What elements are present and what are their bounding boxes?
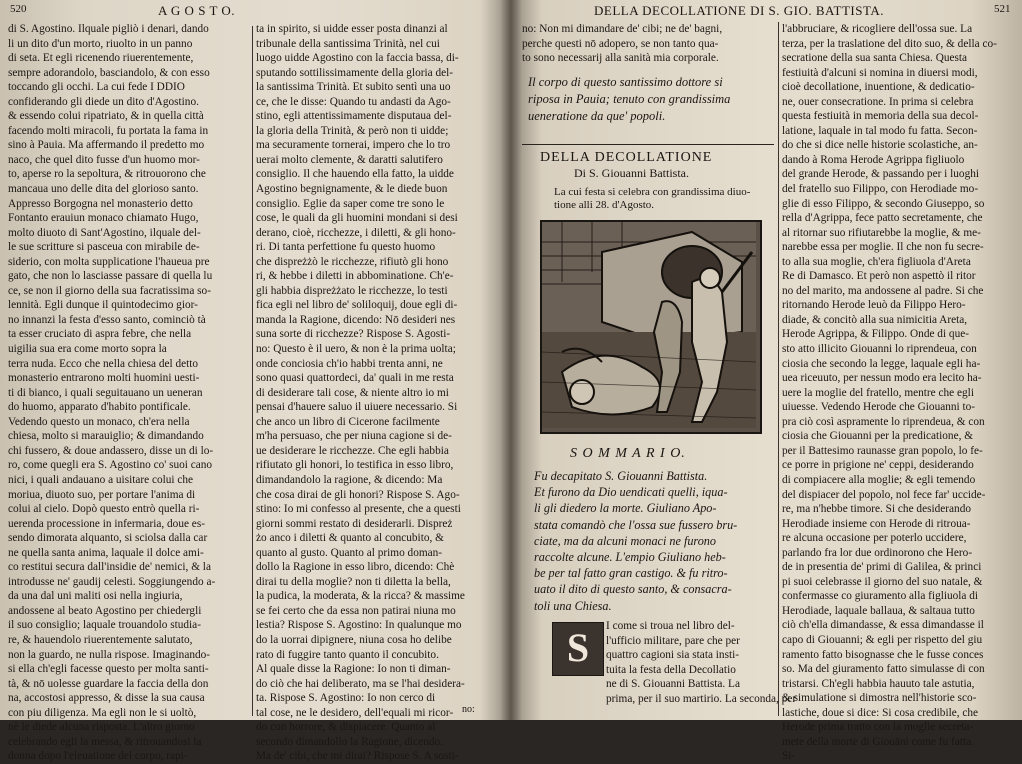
text-line: l'ufficio militare, pare che per: [606, 634, 740, 647]
text-line: żo anco i diletti & quanto al concubito, &: [256, 532, 444, 545]
text-line: la santissima Trinità. Et subito sentì una uo: [256, 81, 451, 94]
text-line: sendo dimorata alquanto, si sciolsa dalla car: [8, 532, 208, 545]
text-line: tione alli 28. d'Agosto.: [554, 199, 655, 211]
text-line: no innanzi la festa d'esso santo, cominciò tà: [8, 313, 206, 326]
text-line: toli una Chiesa.: [534, 598, 612, 613]
text-line: sto atto illicito Giouanni lo riprendeua, con: [782, 343, 977, 356]
text-line: Herode Agrippa, & Filippo. Onde di que-: [782, 328, 969, 341]
text-line: ne di S. Giouanni Battista. La: [606, 678, 740, 691]
summary-heading: S O M M A R I O.: [570, 446, 686, 461]
text-line: cose, le quali da gli huomini mondani si desi: [256, 212, 458, 225]
text-line: ueneratione da que' popoli.: [528, 109, 666, 123]
text-line: Il corpo di questo santissimo dottore si: [528, 75, 723, 89]
text-line: tribunale della santissima Trinità, nel cui: [256, 37, 440, 50]
text-line: pensai d'hauere saluo il uiuere necessario. Si: [256, 401, 458, 414]
text-line: & simulatione si dimostra nell'historie sco-: [782, 692, 977, 705]
text-line: I come si troua nel libro del-: [606, 620, 735, 632]
text-line: ne, ouer consecratione. In prima si celebra: [782, 95, 974, 108]
text-line: La cui festa si celebra con grandissima diuo-: [554, 186, 751, 198]
text-line: ne quella santa anima, laquale il dolce ami-: [8, 546, 204, 559]
left-page: [0, 0, 506, 763]
text-line: do ciò che hai deliberato, ma se l'hai desidera-: [256, 677, 465, 690]
text-line: re, & hauendolo riuerentemente salutato,: [8, 633, 193, 646]
text-line: lennità. Egli dunque il quintodecimo gior-: [8, 299, 198, 312]
text-line: ciosia che Giouanni per la predicatione, &: [782, 430, 974, 443]
text-line: ce, che le disse: Quando tu andasti da Ago-: [256, 95, 451, 108]
left-page-column-1: [8, 22, 252, 764]
text-line: re, ma n'hebbe timore. Si che desiderando: [782, 503, 971, 516]
text-line: derano, cioè, ricchezze, i diletti, & gli hono-: [256, 226, 456, 239]
text-line: Herode prima tratto con la moglie secreta-: [782, 721, 974, 734]
text-line: Si-: [782, 750, 796, 763]
text-line: dimandandolo la ragione, & dicendo: Ma: [256, 473, 443, 486]
text-line: sputando sottilissimamente della gloria del-: [256, 66, 454, 79]
text-line: li gli diedero la morte. Giuliano Apo-: [534, 501, 717, 516]
text-line: se fei certo che da essa non patirai niuna mo: [256, 604, 456, 617]
text-line: fica egli nel libro de' soliloquij, doue egli di-: [256, 299, 458, 312]
book-gutter: [500, 0, 522, 720]
left-page-number: 520: [10, 3, 27, 15]
text-line: rifiutato gli honori, lo testifica in esso libro,: [256, 459, 454, 472]
text-line: ciò ch'ella dimandasse, & essa dimandasse il: [782, 619, 984, 632]
text-line: nici, i quali andauano a uisitare colui che: [8, 473, 194, 486]
text-line: gato, che non lo lasciasse passare di quella lu: [8, 270, 213, 283]
text-line: suna sorte di ricchezze? Rispose S. Agosti-: [256, 328, 451, 341]
text-line: uigilia sua era come morto sopra la: [8, 343, 167, 356]
text-line: uato il dito di questo santo, & consacra-: [534, 582, 732, 597]
text-line: raccolte alcune. L'empio Giuliano heb-: [534, 549, 726, 564]
text-line: lastiche, doue si dice: Si cosa credibile, che: [782, 706, 979, 719]
text-line: consiglio. Eglie da saper come tre sono le: [256, 197, 445, 210]
burial-note: [528, 74, 772, 125]
text-line: pi suoi celebrasse il giorno del suo natale, &: [782, 575, 983, 588]
text-line: confiderando gli diede un dito d'Agostino.: [8, 95, 199, 108]
text-line: ta. Rispose S. Agostino: Io non cerco di: [256, 692, 436, 705]
text-line: di seta. Et egli ricenendo riuerentemente,: [8, 52, 194, 65]
text-line: dirai tu della moglie? non ti diletta la bella,: [256, 575, 451, 588]
text-line: festiuità d'alcuni si nomina in diuersi modi,: [782, 66, 978, 79]
left-page-column-2: [256, 22, 500, 764]
text-line: uerai molto clemente, & daratti salutifero: [256, 153, 443, 166]
text-line: secondo dimandollo la Ragione, dicendo.: [256, 735, 443, 748]
text-line: perche questi nō adopero, se non tanto qua-: [522, 37, 719, 50]
text-line: rato di fuggire tanto quanto il concubito.: [256, 648, 439, 661]
text-line: siderio, con molta supplicatione l'haueua pre: [8, 255, 210, 268]
text-line: uerenda processione in infermaria, doue es-: [8, 517, 205, 530]
text-line: al ritornar suo rifiutarebbe la moglie, & me-: [782, 226, 981, 239]
text-line: l'abbruciare, & ricogliere dell'ossa sue. La: [782, 23, 973, 35]
column-divider: [778, 22, 779, 716]
text-line: so. Ma del giuramento fatto simulasse di con: [782, 663, 985, 676]
text-line: toccando gli occhi. La cui fede I DDIO: [8, 81, 185, 94]
text-line: be per tal fatto gran castigo. & fu ritro-: [534, 566, 728, 581]
text-line: sempre adorandolo, basciandolo, & con esso: [8, 66, 210, 79]
text-line: uiuesse. Vedendo Herode che Giouanni to-: [782, 401, 976, 414]
text-line: gli habbia dispreżżato le ricchezze, lo testi: [256, 284, 448, 297]
text-line: chi fussero, & doue andassero, disse un di lo-: [8, 444, 214, 457]
text-line: do che si dice nelle historie scolastiche, an-: [782, 139, 978, 152]
text-line: tuita la festa della Decollatio: [606, 663, 736, 676]
text-line: do con horrore, & dispiacere. Quanto al: [256, 721, 436, 734]
text-line: secratione della sua santa Chiesa. Questa: [782, 52, 968, 65]
text-line: to sono necessarij alla sanità mia corporale.: [522, 52, 719, 65]
feast-heading: DELLA DECOLLATIONE: [540, 150, 713, 165]
text-line: ramento fatto bisognasse che le fusse conces: [782, 648, 984, 661]
text-line: introdusse ne' gaudij celesti. Soggiungendo a-: [8, 575, 216, 588]
text-line: nè le diede alcuna risposta. L'altro giorno: [8, 721, 195, 734]
right-running-head: DELLA DECOLLATIONE DI S. GIO. BATTISTA.: [594, 3, 884, 18]
text-line: per il Battesimo raunasse gran popolo, lo fe-: [782, 444, 983, 457]
text-line: capo di Giouanni; & egli per rispetto del giu: [782, 633, 983, 646]
text-line: latione, laquale in tal modo fu fatta. Secon-: [782, 124, 978, 137]
text-line: la pudica, la moderata, & la ricca? & massime: [256, 590, 465, 603]
right-page-column-1-bottom-indent: [606, 619, 797, 706]
text-line: m'ha persuaso, che per niuna cagione si de-: [256, 430, 452, 443]
text-line: le sue scritture si pasceua con mirabile de-: [8, 241, 200, 254]
text-line: Fontanto erauiun monaco chiamato Hugo,: [8, 212, 199, 225]
text-line: terza, per la traslatione del dito suo, & della co-: [782, 37, 997, 50]
right-page-column-2: [782, 22, 1018, 764]
drop-initial: S: [552, 622, 604, 676]
text-line: che cosa dirai de gli honori? Rispose S. Ago-: [256, 488, 460, 501]
text-line: moriua, diuoto suo, per portare l'anima di: [8, 488, 196, 501]
text-line: to, aperse ro la sepoltura, & ritrouorono che: [8, 168, 206, 181]
text-line: do huomo, apparato d'habito pontificale.: [8, 401, 191, 414]
text-line: do la uorrai dipignere, niuna cosa ho delibe: [256, 633, 452, 646]
text-line: con piu diligenza. Ma egli non le si uoltò,: [8, 706, 197, 719]
left-catchword: no:: [462, 704, 475, 715]
text-line: da una dal uni maliti osi nella ingiuria,: [8, 590, 183, 603]
text-line: Appresso Borgogna nel monasterio detto: [8, 197, 193, 210]
text-line: tristarsi. Ch'egli habbia hauuto tale astutia,: [782, 677, 975, 690]
text-line: riposa in Pauia; tenuto con grandissima: [528, 92, 731, 106]
text-line: giorni sommi restato di desiderarli. Dispreż: [256, 517, 453, 530]
text-line: consiglio. Il che hauendo ella fatto, la uidde: [256, 168, 454, 181]
text-line: glie di esso Filippo, & secondo Giuseppo, so: [782, 197, 985, 210]
text-line: de in presentia de' primi di Galilea, & princi: [782, 561, 982, 574]
text-line: ce, se non il giorno della sua facratissima so-: [8, 284, 211, 297]
text-line: questa festiuità in memoria della sua decol-: [782, 110, 979, 123]
text-line: celebrando egli la messa, & ritrouandosi la: [8, 735, 202, 748]
text-line: sino à Pauia. Ma affermando il predetto mo: [8, 139, 205, 152]
text-line: di compiacere alla moglie; & egli temendo: [782, 473, 976, 486]
text-line: cioè decollatione, inuentione, & dedicatio-: [782, 81, 975, 94]
text-line: andossene al beato Agostino per chiedergli: [8, 604, 202, 617]
summary-text: [534, 468, 778, 614]
text-line: non la guardo, ne nulla rispose. Imaginando-: [8, 648, 211, 661]
text-line: mete della morte di Giouāni come fu fatta.: [782, 735, 974, 748]
text-line: onde conciosia ch'io habbi trenta anni, ne: [256, 357, 443, 370]
text-line: si ella ch'egli facesse questo per molta santi-: [8, 663, 209, 676]
text-line: ri, & hebbe i diletti in abbominatione. Ch'e-: [256, 270, 454, 283]
text-line: quattro cagioni sia stata insti-: [606, 649, 740, 662]
right-page: [514, 0, 1022, 763]
section-rule-top: [522, 144, 774, 145]
text-line: terra nuda. Ecco che nella chiesa del detto: [8, 357, 199, 370]
text-line: stino: Io mi confesso al presente, che a questi: [256, 503, 461, 516]
woodcut-beheading-illustration: [540, 220, 762, 434]
text-line: co restitui secura dall'insidie de' nemici, & la: [8, 561, 211, 574]
text-line: di desiderare tali cose, & niente altro io mi: [256, 386, 449, 399]
text-line: che dispreżżò le ricchezze, rifiutò gli hono: [256, 255, 449, 268]
feast-note: [554, 186, 774, 212]
text-line: prima, per il suo martirio. La seconda, per: [606, 692, 797, 705]
text-line: Herodiade, laquale ballaua, & saltaua tutto: [782, 604, 975, 617]
text-line: dando à Roma Herode Agrippa figliuolo: [782, 153, 965, 166]
text-line: del grande Herode, & passando per i luoghi: [782, 168, 980, 181]
text-line: Re di Damasco. Et però non aspettò il ritor: [782, 270, 976, 283]
text-line: ma securamente tornerai, impero che lo tro: [256, 139, 451, 152]
text-line: pra ciò così aspramente lo riprendeua, & con: [782, 415, 985, 428]
text-line: molto diuoto di Sant'Agostino, ilquale del-: [8, 226, 201, 239]
text-line: narebbe essa per moglie. Il che non fu secre-: [782, 241, 984, 254]
text-line: diade, & concitò alla sua nimicitia Areta,: [782, 313, 968, 326]
text-line: di S. Agostino. Ilquale pigliò i denari, dando: [8, 23, 209, 35]
text-line: del fratello suo Filippo, con Herodiade mo-: [782, 183, 979, 196]
text-line: ti di bianco, i quali seguitauano un ueneran: [8, 386, 203, 399]
text-line: manda la Ragione, dicendo: Nō desideri nes: [256, 313, 456, 326]
text-line: monasterio entrarono molti huomini uesti-: [8, 372, 200, 385]
text-line: Vedendo questo un monaco, ch'era nella: [8, 415, 190, 428]
text-line: confermasse co giuramento alla figliuola di: [782, 590, 979, 603]
text-line: stata comandò che l'ossa sue fussero bru-: [534, 517, 738, 532]
text-line: ta in spirito, si uidde esser posta dinanzi al: [256, 23, 448, 35]
text-line: facendo molti miracoli, fu portata la fama in: [8, 124, 209, 137]
right-page-column-1-top: [522, 22, 772, 66]
text-line: uere la moglie del fratello, mentre che egli: [782, 386, 974, 399]
left-running-head: A G O S T O.: [158, 3, 236, 18]
text-line: no del marito, ma andossene al padre. Si che: [782, 284, 984, 297]
text-line: re alcuna occasione per poterlo uccidere,: [782, 532, 967, 545]
text-line: Herodiade insieme con Herode di ritroua-: [782, 517, 971, 530]
text-line: no: Questo è il uero, & non è la prima uolta;: [256, 343, 456, 356]
text-line: stino, egli attentissimamente disputaua del-: [256, 110, 452, 123]
woodcut-image: [542, 222, 756, 428]
text-line: ue desiderare le ricchezze. Che egli habbia: [256, 444, 449, 457]
text-line: parlando fra lor due ordinorono che Hero-: [782, 546, 973, 559]
text-line: ta esser cruciato di aspra febre, che nella: [8, 328, 192, 341]
text-line: dollo la Ragione in esso libro, dicendo: Chè: [256, 561, 455, 574]
text-line: to alla sua moglie, ch'era figliuola d'Areta: [782, 255, 971, 268]
text-line: Ma de' cibi, che mi dirai? Rispose S. A sosti-: [256, 750, 459, 763]
text-line: donna dopo l'eleuatione del corpo, rapi-: [8, 750, 188, 763]
text-line: no: Non mi dimandare de' cibi; ne de' bagni,: [522, 23, 723, 35]
text-line: ciate, ma da alcuni monaci ne furono: [534, 533, 716, 548]
text-line: na, accostosi appresso, & disse la sua causa: [8, 692, 205, 705]
text-line: ritornando Herode leuò da Filippo Hero-: [782, 299, 966, 312]
text-line: Et furono da Dio uendicati quelli, iqua-: [534, 485, 728, 500]
text-line: chiesa, molto si marauiglio; & dimandando: [8, 430, 204, 443]
text-line: naco, che quel dito fusse d'un huomo mor-: [8, 153, 200, 166]
text-line: Al quale disse la Ragione: Io non ti diman-: [256, 663, 451, 676]
text-line: che anco un libro di Cicerone facilmente: [256, 415, 440, 428]
text-line: ciosia che secondo la legge, laquale egli ha-: [782, 357, 981, 370]
text-line: uea riceuuto, per nessun modo era lecito ha-: [782, 372, 982, 385]
text-line: li un dito d'un morto, riuolto in un panno: [8, 37, 193, 50]
text-line: lestia? Rispose S. Agostino: In qualunque mo: [256, 619, 462, 632]
text-line: & essendo colui ripatriato, & in quella città: [8, 110, 204, 123]
text-line: la gloria della Trinità, & però non ti uidde;: [256, 124, 449, 137]
text-line: tà, & nō uolesse guardare la faccia della don: [8, 677, 209, 690]
text-line: mancaua uno delle dita del glorioso santo.: [8, 183, 199, 196]
text-line: luogo uidde Agostino con la faccia bassa, di-: [256, 52, 459, 65]
text-line: ro, come quegli era S. Agostino co' suoi cano: [8, 459, 213, 472]
column-divider: [252, 26, 253, 716]
text-line: rella d'Agrippa, fece patto secretamente, che: [782, 212, 983, 225]
text-line: quanto al gusto. Quanto al primo doman-: [256, 546, 443, 559]
text-line: colui al cielo. Dopò questo entrò quella ri-: [8, 503, 200, 516]
text-line: sono quasi quattordeci, da' quali in me resta: [256, 372, 454, 385]
text-line: ri. Di tanta perfettione fu questo huomo: [256, 241, 436, 254]
text-line: il suo consiglio; laquale trouandolo studia-: [8, 619, 201, 632]
text-line: ce porre in prigione ne' ceppi, desiderando: [782, 459, 974, 472]
feast-subheading: Di S. Giouanni Battista.: [574, 166, 689, 180]
text-line: Fu decapitato S. Giouanni Battista.: [534, 469, 708, 483]
right-page-number: 521: [994, 3, 1011, 15]
text-line: Agostino begnignamente, & le diede buon: [256, 183, 448, 196]
text-line: tal cose, ne le desidero, dell'equali mi ricor-: [256, 706, 454, 719]
text-line: del dispiacer del popolo, nol fece far' uccide-: [782, 488, 986, 501]
